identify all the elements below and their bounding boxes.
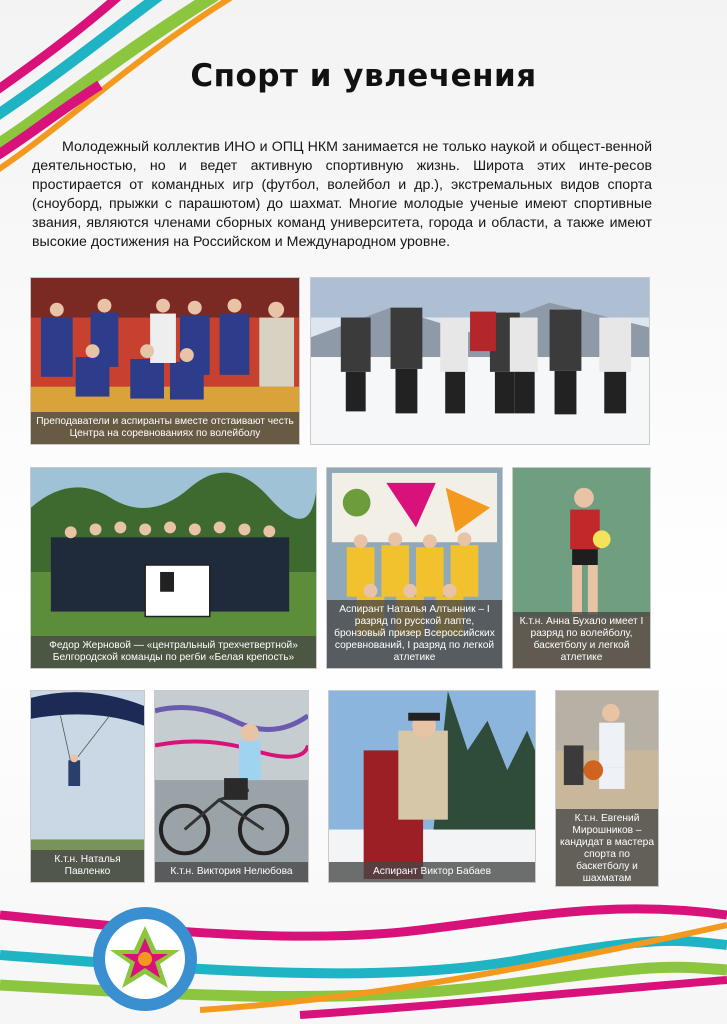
photo-caption: К.т.н. Евгений Мирошников – кандидат в мастера спорта по баскетболу и шахматам — [556, 809, 658, 886]
ski-group-image — [311, 278, 649, 444]
photo-caption: Преподаватели и аспиранты вместе отстаивают честь Центра на соревнованиях по волейболу — [31, 412, 299, 444]
bicycle-image — [155, 691, 308, 882]
photo-caption: Аспирант Виктор Бабаев — [329, 862, 535, 882]
page-title: Спорт и увлечения — [190, 58, 537, 94]
photo-caption: К.т.н. Анна Бухало имеет I разряд по волейболу, баскетболу и легкой атлетике — [513, 612, 650, 668]
intro-paragraph: Молодежный коллектив ИНО и ОПЦ НКМ занимается не только наукой и общест-венной деятельностью, но и ведет активную спортивную жизнь. Широта этих инте-ресов простирается от командных игр (футбол, волейбол и др.), экстремальных видов спорта (сноуборд, прыжки с парашютом) до шахмат. Многие молодые ученые имеют спортивные звания, являются членами сборных команд университета, города и области, а также имеют высокие достижения на Российском и Международном уровне. — [32, 139, 652, 250]
photo-snowboard — [328, 690, 536, 883]
center-logo — [90, 904, 200, 1014]
photo-caption: Федор Жерновой — «центральный трехчетвертной» Белгородской команды по регби «Белая крепость» — [31, 636, 316, 668]
photo-caption: К.т.н. Виктория Нелюбова — [155, 862, 308, 882]
photo-bicycle — [154, 690, 309, 883]
photo-parachute — [30, 690, 145, 883]
photo-volleyball-player — [512, 467, 651, 669]
photo-caption: К.т.н. Наталья Павленко — [31, 850, 144, 882]
photo-rugby-team — [30, 467, 317, 669]
snowboard-image — [329, 691, 535, 882]
photo-lapta-team — [326, 467, 503, 669]
logo-emblem-icon — [90, 904, 200, 1014]
photo-volleyball-team — [30, 277, 300, 445]
photo-ski-group — [310, 277, 650, 445]
photo-caption: Аспирант Наталья Алтынник – I разряд по русской лапте, бронзовый призер Всероссийских соревнований, I разряд по легкой атлетике — [327, 600, 502, 668]
photo-basketball — [555, 690, 659, 887]
